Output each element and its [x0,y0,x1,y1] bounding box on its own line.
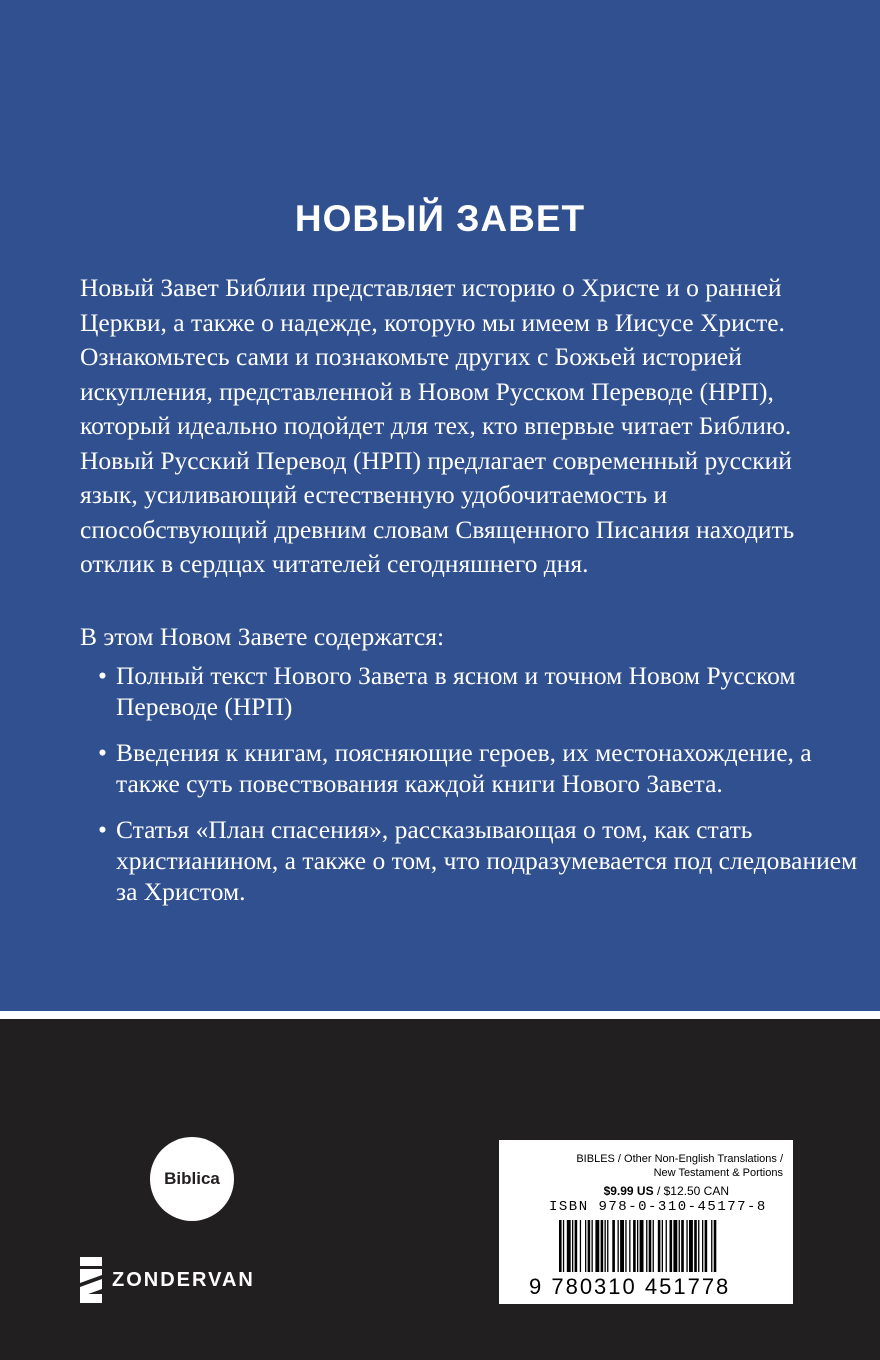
barcode-bar [711,1220,712,1272]
biblica-logo [150,1137,234,1221]
barcode-bar [649,1220,652,1272]
barcode-bar [618,1220,619,1272]
barcode-bar [580,1220,581,1272]
zondervan-logo [80,1256,255,1304]
barcode-bar [607,1220,608,1272]
barcode-bar [670,1220,673,1272]
barcode-category-line: New Testament & Portions [653,1167,783,1179]
contents-intro: В этом Новом Завете содержатся: [80,622,445,651]
barcode-bar [585,1220,586,1272]
barcode-bar [705,1220,708,1272]
list-item-text: Статья «План спасения», рассказывающая о том, как стать христианином, а также о том, что подразумевается под следованием за Христом. [116,815,858,906]
list-item-text: Полный текст Нового Завета в ясном и точном Новом Русском Переводе (НРП) [116,661,796,721]
price-separator: / [653,1184,664,1198]
barcode-bar [702,1220,703,1272]
barcode-bar [698,1220,699,1272]
barcode-bar [625,1220,626,1272]
barcode-bar [588,1220,591,1272]
barcode-bar [605,1220,606,1272]
barcode-bars-icon [559,1220,769,1272]
barcode-bar [662,1220,663,1272]
barcode-digits: 9 780310 451778 [529,1274,731,1299]
contents-list [98,660,858,922]
barcode-bar [595,1220,599,1272]
barcode-price [499,1184,729,1198]
bullet-dot: • [98,815,107,844]
barcode-bar [681,1220,684,1272]
barcode-bar [689,1220,693,1272]
description-text: Новый Завет Библии представляет историю о Христе и о ранней Церкви, а также о надежде, которую мы имеем в Иисусе Христе. Ознакомьтесь сами и познакомьте других с Божьей историей искупления, представленной в Новом Русском Переводе (НРП), который идеально подойдет для тех, кто впервые читает Библию. Новый Русский Перевод (НРП) предлагает современный русский язык, усиливающий естественную удобочитаемость и способствующий древним словам Священного Писания находить отклик в сердцах читателей сегодняшнего дня. [80,273,795,578]
barcode-bar [679,1220,680,1272]
barcode-bar [563,1220,564,1272]
barcode-bar [646,1220,647,1272]
barcode-label [499,1140,793,1304]
barcode-bar [686,1220,687,1272]
barcode-category-line: BIBLES / Other Non-English Translations / [576,1153,783,1165]
list-item [98,737,858,799]
barcode-bar [653,1220,654,1272]
barcode-bar [567,1220,571,1272]
biblica-logo-text: Biblica [164,1169,220,1188]
barcode-category [499,1152,783,1180]
list-item [98,660,858,722]
barcode-bar [592,1220,593,1272]
barcode-bar [620,1220,624,1272]
barcode-bar [559,1220,562,1272]
barcode-bar [612,1220,615,1272]
bullet-dot: • [98,738,107,767]
bullet-dot: • [98,661,107,690]
barcode-bar [629,1220,630,1272]
book-title: НОВЫЙ ЗАВЕТ [294,198,586,239]
barcode-bar [637,1220,638,1272]
barcode-bar [714,1220,717,1272]
divider-stripe [0,1011,880,1019]
barcode-bar [658,1220,661,1272]
barcode-bar [601,1220,604,1272]
barcode-bar [575,1220,578,1272]
price-us: $9.99 US [603,1184,654,1198]
description-block [80,271,840,582]
zondervan-logo-text: ZONDERVAN [112,1268,255,1291]
zondervan-mark-icon [80,1257,102,1303]
barcode-bar [572,1220,573,1272]
barcode-bar [666,1220,667,1272]
barcode-bar [673,1220,677,1272]
isbn-text: ISBN 978-0-310-45177-8 [549,1199,767,1215]
price-can: $12.50 CAN [663,1184,729,1198]
list-item-text: Введения к книгам, поясняющие героев, их местонахождение, а также суть повествования каждой книги Нового Завета. [116,738,812,798]
list-item [98,814,858,907]
barcode-bar [633,1220,636,1272]
barcode-bar [640,1220,644,1272]
barcode-bar [694,1220,697,1272]
